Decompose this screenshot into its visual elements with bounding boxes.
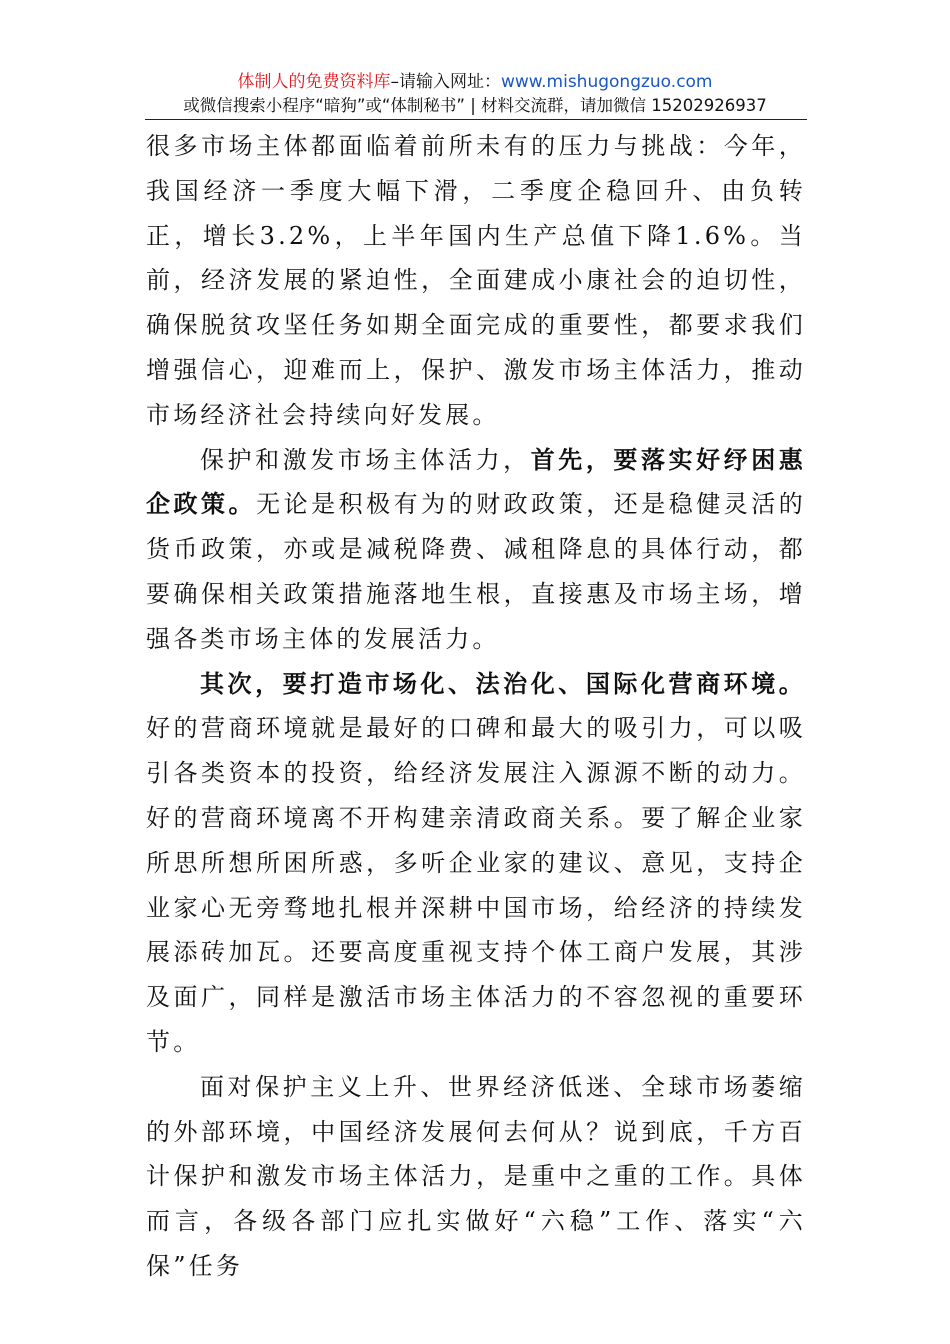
header-brand: 体制人的免费资料库 [237,72,391,92]
paragraph-3 [146,662,806,1065]
header-line-2: 或微信搜索小程序“暗狗”或“体制秘书” | 材料交流群，请加微信 15202926937 [183,96,767,115]
paragraph-3-text: 好的营商环境就是最好的口碑和最大的吸引力，可以吸引各类资本的投资，给经济发展注入源源不断的动力。好的营商环境离不开构建亲清政商关系。要了解企业家所思所想所困所惑，多听企业家的建议、意见，支持企业家心无旁骛地扎根并深耕中国市场，给经济的持续发展添砖加瓦。还要高度重视支持个体工商户发展，其涉及面广，同样是激活市场主体活力的不容忽视的重要环节。 [146,714,806,1056]
paragraph-2-text: 无论是积极有为的财政政策，还是稳健灵活的货币政策，亦或是减税降费、减租降息的具体行动，都要确保相关政策措施落地生根，直接惠及市场主场，增强各类市场主体的发展活力。 [146,490,806,653]
paragraph-3-bold: 其次，要打造市场化、法治化、国际化营商环境。 [200,668,806,698]
paragraph-1-text: 很多市场主体都面临着前所未有的压力与挑战：今年，我国经济一季度大幅下滑，二季度企稳回升、由负转正，增长3.2%，上半年国内生产总值下降1.6%。当前，经济发展的紧迫性，全面建成小康社会的迫切性，确保脱贫攻坚任务如期全面完成的重要性，都要求我们增强信心，迎难而上，保护、激发市场主体活力，推动市场经济社会持续向好发展。 [146,132,806,429]
paragraph-4 [146,1065,806,1289]
paragraph-1 [146,124,806,438]
paragraph-2-lead: 保护和激发市场主体活力， [200,445,531,474]
header-url-prompt: –请输入网址： [390,72,501,92]
paragraph-4-text: 面对保护主义上升、世界经济低迷、全球市场萎缩的外部环境，中国经济发展何去何从？说到底，千方百计保护和激发市场主体活力，是重中之重的工作。具体而言，各级各部门应扎实做好“六稳”工作、落实“六保”任务 [146,1072,806,1280]
header-divider [145,119,807,120]
paragraph-2 [146,438,806,662]
document-body [146,124,806,1289]
paragraph-2-bold: 首先，要落实好纾困惠企政策。 [146,444,807,519]
header-url-link[interactable]: www.mishugongzuo.com [500,72,713,92]
page-header [0,70,950,118]
header-line-1 [0,70,950,94]
